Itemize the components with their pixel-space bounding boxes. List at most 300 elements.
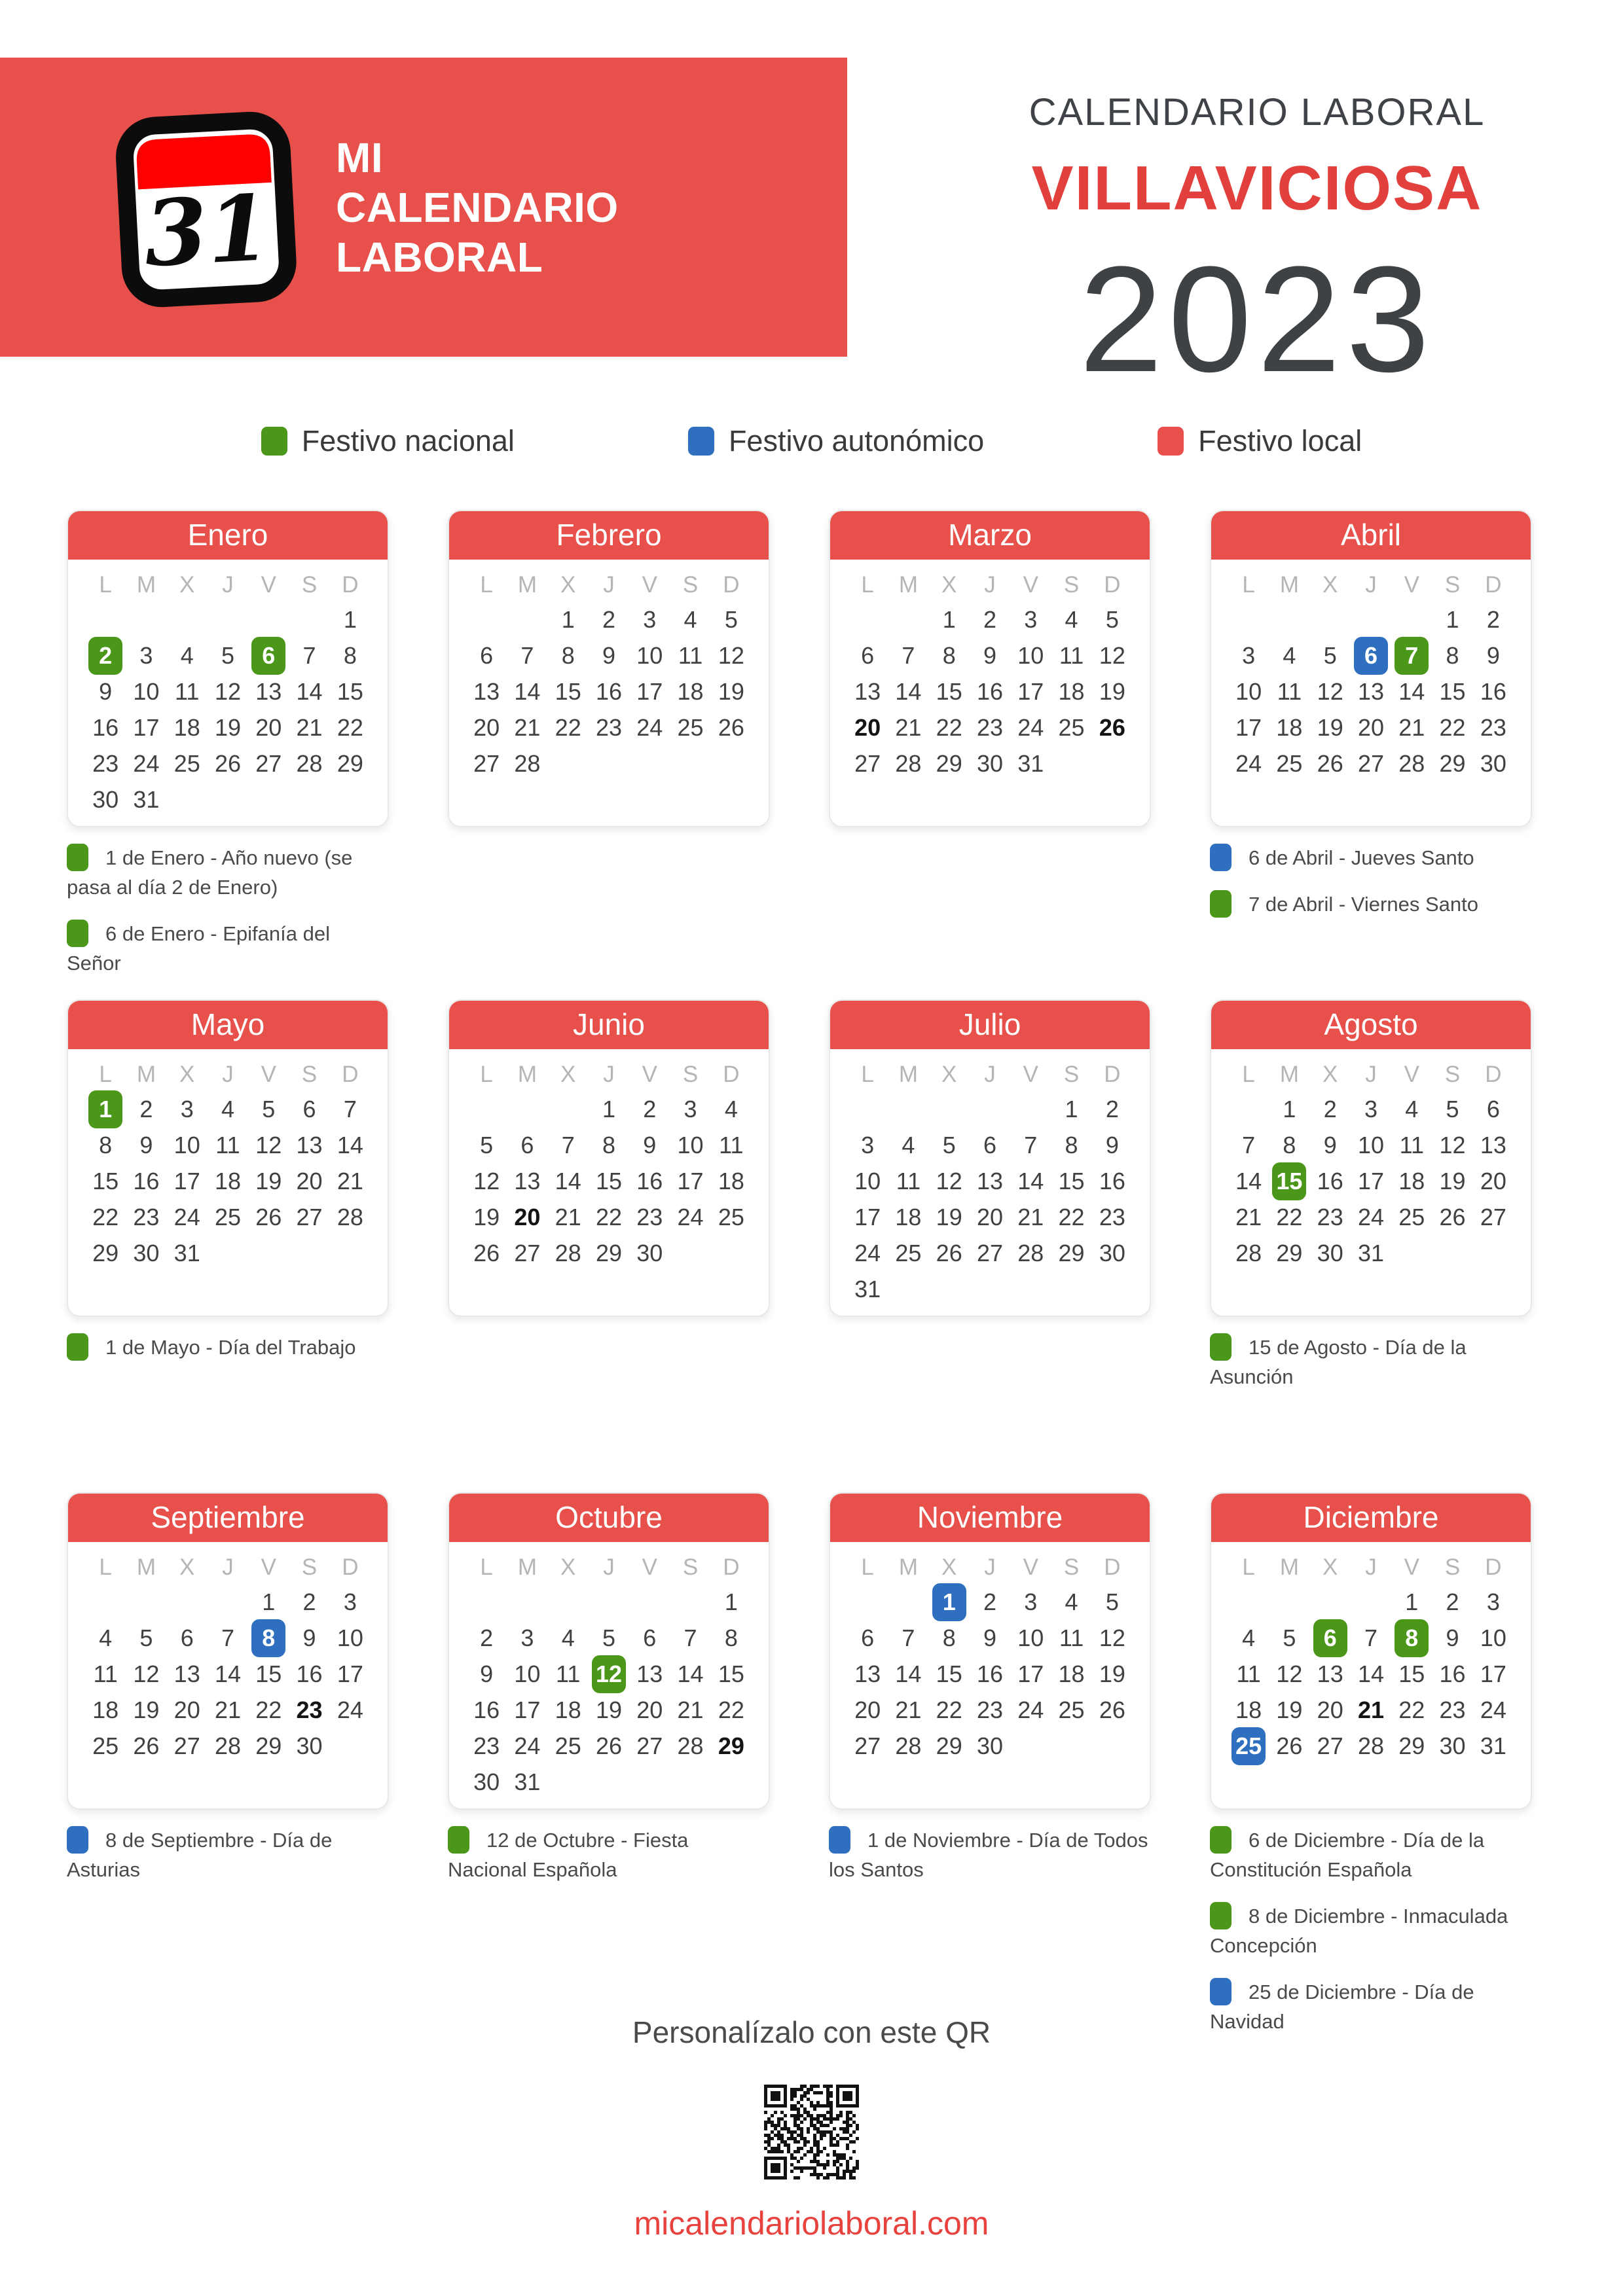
- day-cell: 6: [643, 1624, 657, 1651]
- day-cell: 26: [1099, 713, 1125, 741]
- day-grid: [1211, 1091, 1531, 1271]
- day-cell: 17: [1357, 1167, 1385, 1194]
- day-cell: 2: [1486, 605, 1500, 633]
- day-cell: 18: [173, 713, 200, 741]
- day-cell: 4: [180, 641, 194, 669]
- day-cell: 8: [561, 641, 575, 669]
- day-cell: 13: [1480, 1131, 1506, 1158]
- weekday-label: J: [984, 572, 996, 598]
- day-cell: 18: [1058, 677, 1085, 705]
- day-cell: 10: [854, 1167, 881, 1194]
- day-cell: 25: [1058, 1696, 1085, 1723]
- weekday-label: M: [1279, 1062, 1299, 1087]
- day-cell: 13: [854, 677, 881, 705]
- day-cell: 23: [1480, 713, 1506, 741]
- day-cell: 25: [895, 1239, 922, 1266]
- weekday-label: J: [222, 1062, 234, 1087]
- day-cell: 22: [936, 1696, 962, 1723]
- day-cell: 2: [1446, 1588, 1459, 1615]
- day-cell: 5: [480, 1131, 494, 1158]
- brand-wordmark: [336, 133, 619, 282]
- weekday-label: M: [136, 1062, 156, 1087]
- empty-cell: [167, 601, 208, 637]
- day-cell: 29: [1058, 1239, 1085, 1266]
- day-cell: 1: [343, 605, 357, 633]
- day-cell: 7: [1242, 1131, 1256, 1158]
- legend-label: Festivo autonómico: [728, 424, 985, 457]
- weekday-label: L: [861, 1554, 874, 1580]
- day-cell: 25: [677, 713, 704, 741]
- day-cell: 12: [718, 641, 744, 669]
- weekday-label: D: [342, 572, 359, 598]
- day-cell: 21: [214, 1696, 242, 1723]
- day-cell: 14: [895, 677, 922, 705]
- weekday-label: X: [1322, 572, 1338, 598]
- day-cell: 19: [1276, 1696, 1303, 1723]
- holiday-national-day: 6: [1313, 1619, 1347, 1657]
- holiday-note: [67, 1825, 389, 1884]
- weekday-label: S: [301, 1062, 318, 1087]
- empty-cell: [1351, 1584, 1391, 1620]
- day-cell: 11: [719, 1131, 744, 1158]
- day-cell: 20: [1317, 1696, 1343, 1723]
- weekday-label: X: [1322, 1554, 1338, 1580]
- day-cell: 14: [214, 1660, 242, 1687]
- month-notes: [67, 843, 389, 978]
- day-cell: 2: [302, 1588, 316, 1615]
- day-cell: 27: [976, 1239, 1004, 1266]
- month-block-agosto: [1210, 999, 1532, 1492]
- weekday-label: J: [984, 1062, 996, 1087]
- brand-banner: [0, 58, 847, 357]
- day-cell: 4: [1065, 1588, 1078, 1615]
- day-cell: 21: [1357, 1696, 1385, 1723]
- holiday-note-text: 6 de Enero - Epifanía del Señor: [67, 922, 330, 975]
- month-card: [829, 999, 1151, 1317]
- month-title: Octubre: [448, 1492, 770, 1542]
- month-block-mayo: [67, 999, 389, 1492]
- weekday-label: J: [984, 1554, 996, 1580]
- day-cell: 27: [636, 1732, 663, 1759]
- day-cell: 8: [99, 1131, 113, 1158]
- day-cell: 30: [1439, 1732, 1466, 1759]
- day-cell: 6: [983, 1131, 996, 1158]
- month-title: Febrero: [448, 510, 770, 560]
- weekday-label: M: [898, 1062, 918, 1087]
- weekday-row: [830, 1542, 1150, 1584]
- day-cell: 22: [1058, 1203, 1085, 1230]
- day-cell: 15: [92, 1167, 119, 1194]
- day-cell: 16: [133, 1167, 160, 1194]
- empty-cell: [847, 1584, 888, 1620]
- weekday-label: D: [1485, 1554, 1502, 1580]
- day-cell: 11: [93, 1660, 118, 1687]
- day-cell: 7: [902, 641, 915, 669]
- kicker-title: CALENDARIO LABORAL: [1029, 91, 1486, 134]
- weekday-label: V: [1023, 1062, 1038, 1087]
- weekday-label: X: [941, 1062, 957, 1087]
- day-cell: 12: [1317, 677, 1343, 705]
- day-cell: 9: [1446, 1624, 1459, 1651]
- website-link[interactable]: micalendariolaboral.com: [634, 2205, 989, 2242]
- day-cell: 7: [684, 1624, 697, 1651]
- day-cell: 17: [514, 1696, 541, 1723]
- day-cell: 29: [718, 1732, 744, 1759]
- day-cell: 26: [936, 1239, 962, 1266]
- holiday-note: [1210, 843, 1532, 872]
- day-cell: 24: [1480, 1696, 1506, 1723]
- day-cell: 3: [1024, 1588, 1038, 1615]
- day-cell: 29: [255, 1732, 282, 1759]
- day-cell: 2: [983, 605, 996, 633]
- day-cell: 1: [1446, 605, 1459, 633]
- day-cell: 5: [724, 605, 738, 633]
- month-title: Marzo: [829, 510, 1151, 560]
- empty-cell: [507, 1091, 547, 1127]
- day-cell: 9: [602, 641, 615, 669]
- empty-cell: [1351, 601, 1391, 637]
- day-cell: 13: [976, 1167, 1004, 1194]
- day-cell: 22: [595, 1203, 623, 1230]
- day-cell: 14: [1398, 677, 1425, 705]
- empty-cell: [629, 1584, 670, 1620]
- weekday-label: V: [642, 1062, 657, 1087]
- day-cell: 29: [936, 1732, 962, 1759]
- day-cell: 3: [139, 641, 153, 669]
- day-cell: [1310, 1620, 1351, 1656]
- day-cell: 16: [473, 1696, 500, 1723]
- day-cell: 22: [718, 1696, 744, 1723]
- day-cell: 17: [636, 677, 663, 705]
- day-cell: 21: [296, 713, 323, 741]
- day-cell: 20: [854, 1696, 881, 1723]
- weekday-label: M: [517, 1554, 537, 1580]
- day-grid: [830, 1584, 1150, 1764]
- weekday-label: J: [1365, 1554, 1377, 1580]
- day-cell: 21: [337, 1167, 363, 1194]
- weekday-label: X: [179, 1554, 195, 1580]
- day-cell: 28: [1017, 1239, 1044, 1266]
- day-cell: 28: [1235, 1239, 1262, 1266]
- empty-cell: [888, 1584, 928, 1620]
- weekday-row: [68, 1049, 388, 1091]
- day-cell: 29: [1398, 1732, 1425, 1759]
- month-title: Diciembre: [1210, 1492, 1532, 1542]
- weekday-label: L: [99, 572, 112, 598]
- day-cell: 24: [636, 713, 663, 741]
- day-cell: 20: [473, 713, 500, 741]
- month-notes: [829, 1825, 1151, 1884]
- weekday-label: X: [1322, 1062, 1338, 1087]
- legend-item-local: [1158, 424, 1362, 458]
- month-card: [829, 510, 1151, 827]
- day-cell: 15: [1058, 1167, 1085, 1194]
- day-cell: 21: [677, 1696, 704, 1723]
- day-cell: 14: [296, 677, 323, 705]
- day-cell: 21: [895, 713, 922, 741]
- national-swatch-icon: [1210, 1902, 1231, 1929]
- day-cell: 30: [473, 1768, 500, 1795]
- month-block-febrero: [448, 510, 770, 999]
- weekday-label: V: [1404, 1554, 1419, 1580]
- day-cell: 10: [1235, 677, 1262, 705]
- year-title: 2023: [1079, 235, 1435, 403]
- day-cell: 29: [1276, 1239, 1303, 1266]
- month-title: Septiembre: [67, 1492, 389, 1542]
- empty-cell: [847, 601, 888, 637]
- month-notes: [1210, 1333, 1532, 1391]
- day-cell: 2: [602, 605, 615, 633]
- weekday-label: M: [898, 1554, 918, 1580]
- day-cell: 4: [684, 605, 697, 633]
- month-card: [1210, 510, 1532, 827]
- day-cell: 9: [480, 1660, 494, 1687]
- day-cell: 9: [139, 1131, 153, 1158]
- day-cell: 23: [1439, 1696, 1466, 1723]
- day-cell: 24: [133, 749, 160, 777]
- day-cell: 4: [1242, 1624, 1256, 1651]
- day-cell: 17: [173, 1167, 200, 1194]
- day-cell: 2: [643, 1095, 657, 1122]
- holiday-note-text: 8 de Diciembre - Inmaculada Concepción: [1210, 1905, 1508, 1957]
- holiday-note-text: 1 de Noviembre - Día de Todos los Santos: [829, 1829, 1148, 1881]
- municipality-title: VILLAVICIOSA: [1031, 153, 1483, 223]
- day-cell: 6: [861, 1624, 875, 1651]
- day-cell: 14: [555, 1167, 581, 1194]
- weekday-label: D: [1104, 572, 1121, 598]
- empty-cell: [888, 1091, 928, 1127]
- empty-cell: [1310, 601, 1351, 637]
- national-swatch-icon: [1210, 1826, 1231, 1854]
- day-cell: 29: [337, 749, 363, 777]
- national-swatch-icon: [67, 920, 88, 947]
- day-cell: 20: [976, 1203, 1004, 1230]
- weekday-label: J: [1365, 572, 1377, 598]
- day-cell: 17: [337, 1660, 363, 1687]
- weekday-label: L: [99, 1554, 112, 1580]
- day-cell: 5: [602, 1624, 615, 1651]
- day-cell: 4: [1405, 1095, 1419, 1122]
- empty-cell: [466, 601, 507, 637]
- day-cell: 9: [1105, 1131, 1119, 1158]
- day-cell: 27: [1357, 749, 1385, 777]
- weekday-label: L: [1242, 572, 1255, 598]
- day-cell: 30: [976, 1732, 1004, 1759]
- empty-cell: [289, 601, 329, 637]
- day-cell: 12: [936, 1167, 962, 1194]
- day-cell: 18: [1058, 1660, 1085, 1687]
- day-cell: 25: [555, 1732, 581, 1759]
- day-cell: 10: [677, 1131, 704, 1158]
- empty-cell: [548, 1091, 589, 1127]
- day-cell: [1391, 637, 1432, 673]
- day-cell: 5: [262, 1095, 276, 1122]
- day-cell: 4: [561, 1624, 575, 1651]
- day-cell: 18: [1398, 1167, 1425, 1194]
- day-cell: 16: [1099, 1167, 1125, 1194]
- day-cell: 7: [561, 1131, 575, 1158]
- day-cell: [85, 637, 126, 673]
- legend-label: Festivo local: [1198, 424, 1362, 457]
- weekday-row: [68, 1542, 388, 1584]
- day-cell: 15: [595, 1167, 623, 1194]
- day-cell: 16: [595, 677, 623, 705]
- day-cell: 8: [724, 1624, 738, 1651]
- day-cell: 6: [861, 641, 875, 669]
- month-card: [67, 510, 389, 827]
- day-cell: [1351, 637, 1391, 673]
- day-cell: 16: [976, 677, 1004, 705]
- day-cell: 24: [173, 1203, 200, 1230]
- regional-swatch-icon: [67, 1826, 88, 1854]
- day-cell: 6: [180, 1624, 194, 1651]
- month-block-septiembre: [67, 1492, 389, 2053]
- empty-cell: [1228, 1584, 1269, 1620]
- empty-cell: [126, 601, 166, 637]
- day-cell: 9: [983, 641, 996, 669]
- day-cell: 13: [514, 1167, 541, 1194]
- day-cell: 20: [854, 713, 881, 741]
- holiday-regional-day: 8: [251, 1619, 285, 1657]
- empty-cell: [1228, 1091, 1269, 1127]
- day-cell: 14: [677, 1660, 704, 1687]
- empty-cell: [507, 601, 547, 637]
- day-cell: 2: [1105, 1095, 1119, 1122]
- weekday-label: V: [642, 1554, 657, 1580]
- day-cell: 16: [92, 713, 119, 741]
- day-cell: 19: [133, 1696, 160, 1723]
- day-cell: 26: [133, 1732, 160, 1759]
- day-cell: 15: [936, 677, 962, 705]
- weekday-label: D: [723, 1062, 740, 1087]
- day-cell: 28: [337, 1203, 363, 1230]
- month-block-noviembre: [829, 1492, 1151, 2053]
- month-title: Enero: [67, 510, 389, 560]
- day-cell: 28: [214, 1732, 242, 1759]
- empty-cell: [208, 1584, 248, 1620]
- day-cell: 4: [1065, 605, 1078, 633]
- weekday-label: S: [1063, 1062, 1080, 1087]
- day-cell: 11: [1059, 1624, 1084, 1651]
- month-card: [448, 1492, 770, 1810]
- day-cell: 11: [678, 641, 703, 669]
- day-cell: 10: [1480, 1624, 1506, 1651]
- weekday-label: V: [261, 1554, 276, 1580]
- weekday-row: [830, 560, 1150, 601]
- regional-swatch-icon: [1210, 844, 1231, 871]
- weekday-label: J: [603, 1062, 615, 1087]
- weekday-row: [1211, 560, 1531, 601]
- day-cell: [589, 1656, 629, 1692]
- holiday-note-text: 15 de Agosto - Día de la Asunción: [1210, 1336, 1467, 1388]
- holiday-national-day: 15: [1272, 1162, 1306, 1200]
- weekday-label: S: [682, 1554, 699, 1580]
- day-cell: 27: [255, 749, 282, 777]
- day-cell: 28: [1357, 1732, 1385, 1759]
- day-cell: 31: [133, 785, 160, 813]
- brand-line-2: CALENDARIO: [336, 183, 619, 231]
- weekday-label: D: [1104, 1554, 1121, 1580]
- day-cell: 4: [1283, 641, 1296, 669]
- weekday-label: D: [342, 1554, 359, 1580]
- weekday-label: J: [603, 572, 615, 598]
- day-cell: 11: [1236, 1660, 1261, 1687]
- day-cell: 10: [636, 641, 663, 669]
- day-cell: 12: [255, 1131, 282, 1158]
- day-cell: 17: [677, 1167, 704, 1194]
- day-cell: 29: [1439, 749, 1466, 777]
- day-cell: 25: [173, 749, 200, 777]
- day-cell: 15: [555, 677, 581, 705]
- day-cell: 28: [677, 1732, 704, 1759]
- weekday-label: S: [1444, 1554, 1461, 1580]
- holiday-national-day: 7: [1395, 637, 1429, 675]
- empty-cell: [548, 1584, 589, 1620]
- month-card: [67, 999, 389, 1317]
- holiday-note-text: 1 de Mayo - Día del Trabajo: [105, 1336, 356, 1359]
- day-cell: 16: [636, 1167, 663, 1194]
- month-card: [1210, 1492, 1532, 1810]
- day-cell: 26: [1439, 1203, 1466, 1230]
- weekday-label: M: [898, 572, 918, 598]
- day-cell: 12: [1099, 1624, 1125, 1651]
- day-cell: 9: [1486, 641, 1500, 669]
- day-cell: 19: [1439, 1167, 1466, 1194]
- logo-day-number: 31: [141, 173, 273, 287]
- holiday-note-text: 1 de Enero - Año nuevo (se pasa al día 2 de Enero): [67, 846, 353, 899]
- weekday-label: V: [1023, 572, 1038, 598]
- weekday-label: V: [1023, 1554, 1038, 1580]
- empty-cell: [589, 1584, 629, 1620]
- day-cell: 3: [1486, 1588, 1500, 1615]
- day-cell: 8: [1283, 1131, 1296, 1158]
- weekday-label: V: [642, 572, 657, 598]
- weekday-label: D: [1104, 1062, 1121, 1087]
- month-block-octubre: [448, 1492, 770, 2053]
- month-notes: [67, 1333, 389, 1362]
- day-cell: 1: [561, 605, 575, 633]
- month-block-julio: [829, 999, 1151, 1492]
- weekday-label: S: [1444, 572, 1461, 598]
- day-cell: 14: [1235, 1167, 1262, 1194]
- day-cell: 5: [1323, 641, 1337, 669]
- month-notes: [1210, 843, 1532, 919]
- month-notes: [67, 1825, 389, 1884]
- day-cell: 9: [99, 677, 113, 705]
- month-title: Junio: [448, 999, 770, 1049]
- empty-cell: [847, 1091, 888, 1127]
- day-cell: 26: [473, 1239, 500, 1266]
- day-cell: 4: [902, 1131, 915, 1158]
- day-cell: 19: [473, 1203, 500, 1230]
- day-cell: 14: [514, 677, 541, 705]
- day-cell: 15: [718, 1660, 744, 1687]
- month-notes: [448, 1825, 770, 1884]
- brand-line-3: LABORAL: [336, 233, 543, 281]
- holiday-note: [1210, 889, 1532, 919]
- empty-cell: [208, 601, 248, 637]
- day-cell: 20: [636, 1696, 663, 1723]
- day-cell: 22: [1439, 713, 1466, 741]
- day-cell: 27: [514, 1239, 541, 1266]
- weekday-label: V: [261, 572, 276, 598]
- weekday-label: D: [1485, 572, 1502, 598]
- day-cell: 7: [302, 641, 316, 669]
- day-grid: [1211, 1584, 1531, 1764]
- weekday-label: V: [1404, 572, 1419, 598]
- day-cell: 23: [133, 1203, 160, 1230]
- month-block-enero: [67, 510, 389, 999]
